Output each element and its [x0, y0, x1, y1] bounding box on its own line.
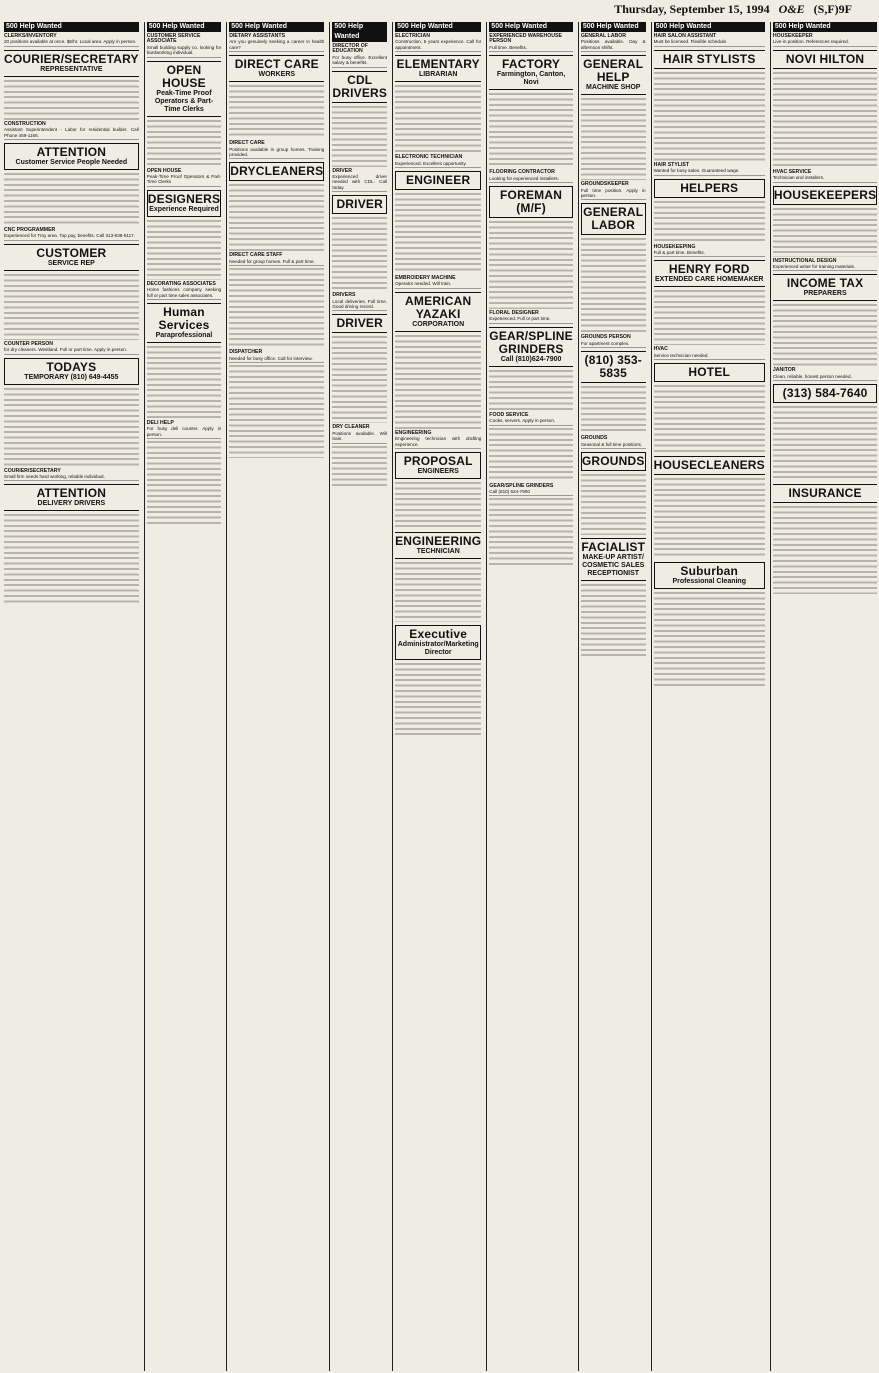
display-ad-title: FACTORY	[502, 57, 561, 72]
display-ad-subtitle: EXTENDED CARE HOMEMAKER	[654, 276, 764, 284]
ad-text-block	[581, 474, 646, 535]
ad-heading: HOUSEKEEPER	[772, 33, 813, 39]
ad-text-block	[654, 72, 765, 161]
ad-heading: ELECTRICIAN	[395, 33, 430, 39]
classified-ad	[229, 350, 324, 363]
display-ad	[395, 452, 481, 479]
ad-body: Positions available. Will train.	[332, 430, 388, 442]
ad-body: Full & part time. Benefits.	[653, 250, 705, 256]
ad-body: Needed for group homes. Full & part time.	[229, 258, 315, 264]
display-ad-subtitle: MAKE-UP ARTIST/ COSMETIC SALES RECEPTIONIST	[582, 554, 645, 578]
classified-ad	[4, 228, 139, 241]
ad-text-block	[773, 406, 877, 481]
display-ad-subtitle: Customer Service People Needed	[15, 159, 128, 167]
display-ad	[4, 50, 139, 77]
display-ad-title: DRIVER	[336, 316, 383, 331]
ad-text-block	[332, 336, 387, 423]
ad-text-block	[489, 428, 573, 482]
ad-body: Clean, reliable, honest person needed.	[772, 373, 852, 379]
classified-columns	[2, 22, 877, 1371]
ad-heading: CNC PROGRAMMER	[4, 227, 56, 234]
display-ad-title: Suburban	[680, 564, 739, 579]
classified-column	[770, 22, 879, 1371]
masthead-section: O&E	[778, 2, 805, 16]
ad-heading: OPEN HOUSE	[146, 167, 182, 174]
ad-body: Are you genuinely seeking a career in health care?	[229, 39, 325, 50]
display-ad-title: INCOME TAX	[786, 276, 864, 291]
ad-body: Must be licensed. Flexible schedule.	[653, 39, 728, 45]
display-ad-title: ATTENTION	[36, 145, 107, 160]
ad-text-block	[395, 335, 481, 429]
classified-ad	[332, 293, 387, 311]
display-ad	[395, 532, 481, 559]
ad-heading: HAIR SALON ASSISTANT	[653, 33, 717, 39]
display-ad	[773, 274, 877, 301]
display-ad-subtitle: Professional Cleaning	[672, 578, 746, 586]
classified-ad	[147, 421, 221, 439]
display-ad-title: ENGINEERING	[395, 534, 482, 549]
ad-text-block	[654, 290, 765, 345]
ad-text-block	[4, 514, 139, 606]
display-ad-subtitle: WORKERS	[258, 71, 296, 79]
ad-body: Assistant Superintendent - Labor for residential builder. Call Phone 459-1166.	[4, 127, 139, 138]
ad-heading: COUNTER PERSON	[4, 340, 53, 347]
classified-column	[2, 22, 141, 1371]
ad-text-block	[4, 388, 139, 467]
ad-body: Service technician needed.	[653, 352, 709, 358]
display-ad-title: OPEN HOUSE	[162, 62, 206, 90]
display-ad	[332, 314, 387, 333]
ad-text-block	[489, 498, 573, 565]
display-ad	[395, 55, 481, 82]
display-ad-title: HOUSECLEANERS	[653, 458, 765, 473]
classified-ad	[489, 170, 573, 183]
display-ad	[773, 484, 877, 503]
classified-ad	[773, 259, 877, 272]
ad-body: Experienced. Excellent opportunity.	[395, 160, 467, 166]
ad-text-block	[654, 201, 765, 243]
display-ad-subtitle: CORPORATION	[412, 320, 465, 328]
ad-text-block	[581, 238, 646, 333]
ad-text-block	[395, 663, 481, 736]
ad-heading: GEAR/SPLINE GRINDERS	[489, 482, 554, 489]
ad-body: Call (810) 624-7900	[489, 489, 530, 495]
ad-text-block	[4, 173, 139, 226]
display-ad-title: ATTENTION	[36, 486, 107, 501]
ad-heading: EXPERIENCED WAREHOUSE PERSON	[489, 33, 562, 45]
display-ad-title: HAIR STYLISTS	[662, 51, 756, 66]
ad-heading: CUSTOMER SERVICE ASSOCIATE	[146, 33, 201, 45]
classified-ad	[147, 282, 221, 300]
ad-heading: DRY CLEANER	[332, 424, 370, 431]
classified-ad	[654, 347, 765, 360]
display-ad-subtitle: PREPARERS	[803, 290, 847, 298]
ad-body: Peak-Time Proof Operators & Part-Time Clerks	[146, 174, 222, 185]
ad-text-block	[147, 220, 221, 280]
ad-body: Operator needed. Will train.	[395, 281, 452, 287]
classified-ad	[332, 169, 387, 193]
ad-text-block	[581, 584, 646, 658]
ad-heading: DRIVERS	[332, 292, 356, 299]
masthead-date: Thursday, September 15, 1994	[614, 2, 770, 16]
column-header: 500 Help Wanted	[654, 22, 765, 32]
display-ad-title: ENGINEER	[406, 173, 471, 188]
column-header: 500 Help Wanted	[395, 22, 481, 32]
ad-text-block	[4, 274, 139, 340]
classified-ad	[395, 155, 481, 168]
classified-ad	[4, 122, 139, 140]
display-ad-subtitle: Peak-Time Proof Operators & Part-Time Clerks	[154, 89, 214, 113]
classified-ad	[332, 44, 387, 68]
ad-heading: COURIER/SECRETARY	[4, 467, 61, 474]
classified-ad	[654, 163, 765, 176]
classified-ad	[581, 335, 646, 348]
ad-body: For busy office. Excellent salary & benefits.	[332, 54, 388, 66]
display-ad	[581, 203, 646, 235]
classified-ad	[654, 245, 765, 258]
display-ad-subtitle: TEMPORARY (810) 649-4455	[24, 373, 119, 381]
ad-body: Home fashions company seeking full or part time sales associates.	[146, 287, 222, 298]
display-ad-title: CUSTOMER	[36, 245, 107, 260]
ad-heading: DRIVER	[332, 167, 352, 174]
display-ad	[395, 292, 481, 332]
ad-body: Small firm needs hard working, reliable individual.	[4, 474, 105, 480]
display-ad	[332, 71, 387, 103]
ad-body: Experienced driver needed with CDL. Call today.	[332, 174, 388, 190]
classified-ad	[395, 276, 481, 289]
classified-column	[226, 22, 326, 1371]
ad-heading: CONSTRUCTION	[4, 120, 46, 127]
classified-ad	[4, 469, 139, 482]
display-ad-title: DIRECT CARE	[234, 57, 319, 72]
classified-ad	[147, 169, 221, 187]
ad-heading: GENERAL LABOR	[580, 33, 626, 39]
display-ad-title: FACIALIST	[581, 540, 646, 555]
ad-heading: DIRECTOR OF EDUCATION	[332, 43, 368, 55]
display-ad	[147, 303, 221, 343]
ad-text-block	[395, 193, 481, 274]
classified-ad	[773, 170, 877, 183]
classified-ad	[773, 34, 877, 47]
display-ad-title: DRYCLEANERS	[230, 164, 324, 179]
ad-text-block	[395, 85, 481, 153]
display-ad	[773, 384, 877, 403]
classified-ad	[581, 436, 646, 449]
classified-ad	[4, 342, 139, 355]
ad-heading: FLORAL DESIGNER	[489, 310, 539, 317]
ad-body: for dry cleaners. Westland. Full or part time. Apply in person.	[4, 347, 127, 353]
display-ad-subtitle: Paraprofessional	[155, 332, 213, 340]
display-ad	[654, 562, 765, 589]
classified-ad	[581, 34, 646, 52]
classified-column	[651, 22, 767, 1371]
ad-text-block	[147, 120, 221, 167]
ad-heading: DIRECT CARE STAFF	[229, 252, 283, 259]
display-ad	[147, 61, 221, 117]
display-ad	[229, 55, 324, 82]
classified-ad	[489, 484, 573, 497]
ad-heading: HVAC	[653, 346, 668, 353]
ad-heading: ELECTRONIC TECHNICIAN	[395, 154, 463, 161]
display-ad-title: ELEMENTARY	[396, 57, 480, 72]
ad-body: 20 positions available at once. $6/hr. Local area. Apply in person.	[4, 39, 137, 45]
ad-body: Experienced for Troy area. Top pay, benefits. Call 313-838-8117.	[4, 233, 135, 239]
display-ad-title: DRIVER	[336, 197, 383, 212]
ad-body: Technician and installers.	[772, 175, 825, 181]
ad-text-block	[581, 98, 646, 180]
display-ad	[4, 484, 139, 511]
display-ad	[229, 162, 324, 181]
display-ad-title: (810) 353-5835	[584, 353, 642, 381]
ad-heading: GROUNDSKEEPER	[580, 181, 629, 188]
classified-ad	[147, 34, 221, 58]
display-ad-title: (313) 584-7640	[782, 386, 868, 401]
ad-body: For busy deli counter. Apply in person.	[146, 426, 222, 437]
ad-text-block	[773, 72, 877, 168]
ad-body: Looking for experienced installers.	[489, 175, 560, 181]
ad-body: Positions available in group homes. Training provided.	[229, 146, 325, 158]
display-ad-title: Executive	[409, 627, 468, 642]
ad-heading: HOUSEKEEPING	[653, 243, 696, 250]
display-ad-subtitle: LIBRARIAN	[418, 71, 458, 79]
display-ad-subtitle: Farmington, Canton, Novi	[496, 71, 566, 87]
display-ad-title: COURIER/SECRETARY	[4, 51, 139, 66]
display-ad	[581, 55, 646, 95]
ad-body: Positions available. Day & afternoon shifts.	[580, 39, 646, 50]
ad-text-block	[581, 386, 646, 434]
display-ad	[773, 186, 877, 205]
display-ad-title: DESIGNERS	[147, 191, 221, 206]
classified-column	[486, 22, 575, 1371]
ad-body: Engineering technician with drafting experience.	[395, 436, 482, 447]
classified-ad	[489, 34, 573, 52]
ad-text-block	[489, 221, 573, 309]
ad-heading: ENGINEERING	[395, 429, 432, 436]
ad-text-block	[229, 268, 324, 348]
display-ad-title: GROUNDS	[581, 454, 645, 469]
display-ad	[489, 186, 573, 218]
display-ad-subtitle: MACHINE SHOP	[585, 84, 641, 92]
ad-heading: DISPATCHER	[229, 349, 263, 356]
display-ad-title: HENRY FORD	[668, 262, 750, 277]
ad-heading: JANITOR	[772, 367, 796, 374]
column-header: 500 Help Wanted	[773, 22, 877, 32]
display-ad-subtitle: REPRESENTATIVE	[40, 65, 103, 73]
ad-text-block	[773, 506, 877, 594]
ad-body: For apartment complex.	[580, 340, 630, 346]
ad-body: Needed for busy office. Call for interview.	[229, 355, 313, 361]
display-ad-subtitle: Experience Required	[149, 205, 219, 213]
ad-body: Wanted for busy salon. Guaranteed wage.	[653, 168, 740, 174]
classified-ad	[229, 253, 324, 266]
ad-heading: DIRECT CARE	[229, 140, 265, 147]
column-header: 500 Help Wanted	[4, 22, 139, 32]
display-ad	[654, 363, 765, 382]
display-ad	[4, 143, 139, 170]
display-ad-subtitle: DELIVERY DRIVERS	[37, 500, 106, 508]
classified-ad	[4, 34, 139, 47]
display-ad-subtitle: TECHNICIAN	[416, 548, 460, 556]
ad-heading: DECORATING ASSOCIATES	[146, 280, 216, 287]
column-header: 500 Help Wanted	[147, 22, 221, 32]
ad-heading: DELI HELP	[146, 420, 174, 427]
ad-body: Seasonal & full time positions.	[580, 441, 643, 447]
display-ad	[581, 538, 646, 581]
classified-ad	[581, 182, 646, 200]
column-header: 500 Help Wanted	[229, 22, 324, 32]
display-ad-title: INSURANCE	[788, 486, 862, 501]
display-ad	[4, 244, 139, 271]
display-ad	[654, 456, 765, 475]
column-header: 500 Help Wanted	[581, 22, 646, 32]
display-ad	[147, 190, 221, 217]
ad-text-block	[654, 592, 765, 686]
display-ad-title: AMERICAN YAZAKI	[405, 293, 472, 321]
ad-heading: CLERKS/INVENTORY	[4, 33, 57, 39]
ad-heading: FLOORING CONTRACTOR	[489, 169, 555, 176]
ad-body: Experienced writer for training materials.	[772, 264, 856, 270]
ad-text-block	[773, 208, 877, 257]
classified-ad	[332, 425, 387, 443]
ad-body: Cooks, servers. Apply in person.	[489, 418, 556, 424]
ad-text-block	[654, 385, 765, 453]
ad-text-block	[229, 184, 324, 251]
display-ad-title: GENERAL LABOR	[583, 205, 644, 233]
ad-text-block	[489, 370, 573, 411]
ad-text-block	[332, 106, 387, 167]
ad-body: Local deliveries. Full time. Good driving record.	[332, 298, 388, 310]
classified-ad	[395, 34, 481, 52]
display-ad	[395, 625, 481, 660]
ad-text-block	[489, 93, 573, 168]
display-ad-title: CDL DRIVERS	[332, 72, 388, 100]
classified-ad	[489, 413, 573, 426]
classified-ad	[229, 141, 324, 159]
display-ad	[489, 55, 573, 90]
classified-column	[578, 22, 648, 1371]
ad-heading: HVAC SERVICE	[772, 168, 812, 175]
ad-text-block	[332, 446, 387, 486]
ad-text-block	[654, 478, 765, 559]
ad-body: Live-in position. References required.	[772, 39, 849, 45]
classified-column	[329, 22, 389, 1371]
ad-text-block	[147, 346, 221, 419]
ad-text-block	[773, 304, 877, 366]
display-ad	[581, 452, 646, 471]
column-header: 500 Help Wanted	[489, 22, 573, 32]
ad-text-block	[395, 562, 481, 622]
display-ad-title: HOUSEKEEPERS	[773, 187, 877, 202]
ad-text-block	[332, 217, 387, 291]
display-ad	[581, 351, 646, 383]
ad-heading: HAIR STYLIST	[653, 161, 690, 168]
masthead	[0, 0, 860, 18]
display-ad	[654, 50, 765, 69]
ad-heading: GROUNDS PERSON	[580, 334, 631, 341]
classified-column	[144, 22, 223, 1371]
ad-heading: GROUNDS	[580, 435, 608, 442]
ad-body: Construction, 5 years experience. Call for appointment.	[395, 39, 482, 50]
ad-heading: EMBROIDERY MACHINE	[395, 275, 456, 282]
ad-text-block	[229, 85, 324, 139]
ad-heading: INSTRUCTIONAL DESIGN	[772, 257, 837, 264]
display-ad-title: HELPERS	[680, 180, 739, 195]
classified-ad	[489, 311, 573, 324]
display-ad-subtitle: Call (810)624-7900	[500, 355, 562, 363]
display-ad-title: GEAR/SPLINE GRINDERS	[489, 328, 573, 356]
ad-text-block	[147, 441, 221, 527]
ad-text-block	[4, 80, 139, 120]
ad-body: Full time. Benefits.	[489, 44, 528, 50]
classified-ad	[395, 431, 481, 449]
ad-body: Experienced. Full or part time.	[489, 316, 551, 322]
display-ad	[654, 260, 765, 287]
display-ad-subtitle: ENGINEERS	[417, 468, 459, 476]
ad-text-block	[395, 482, 481, 529]
display-ad	[489, 327, 573, 367]
ad-heading: DIETARY ASSISTANTS	[229, 33, 286, 39]
display-ad	[773, 50, 877, 69]
classified-ad	[229, 34, 324, 52]
display-ad	[332, 195, 387, 214]
display-ad	[4, 358, 139, 385]
column-header: 500 Help Wanted	[332, 22, 387, 42]
display-ad-title: TODAYS	[46, 359, 97, 374]
display-ad-title: NOVI HILTON	[785, 51, 865, 66]
display-ad	[395, 171, 481, 190]
display-ad	[654, 179, 765, 198]
masthead-code: (S,F)9F	[813, 2, 852, 16]
classified-column	[392, 22, 483, 1371]
classified-ad	[773, 368, 877, 381]
classified-ad	[654, 34, 765, 47]
ad-heading: FOOD SERVICE	[489, 411, 529, 418]
display-ad-subtitle: SERVICE REP	[47, 259, 95, 267]
display-ad-title: GENERAL HELP	[583, 57, 644, 85]
ad-text-block	[229, 365, 324, 458]
ad-body: Full time position. Apply in person.	[580, 187, 646, 199]
ad-body: Small building supply co. looking for hardworking individual.	[146, 44, 222, 56]
display-ad-title: Human Services	[158, 305, 210, 333]
display-ad-subtitle: Administrator/Marketing Director	[397, 641, 479, 657]
display-ad-title: HOTEL	[688, 365, 731, 380]
display-ad-title: PROPOSAL	[403, 454, 473, 469]
display-ad-title: FOREMAN (M/F)	[500, 188, 563, 216]
